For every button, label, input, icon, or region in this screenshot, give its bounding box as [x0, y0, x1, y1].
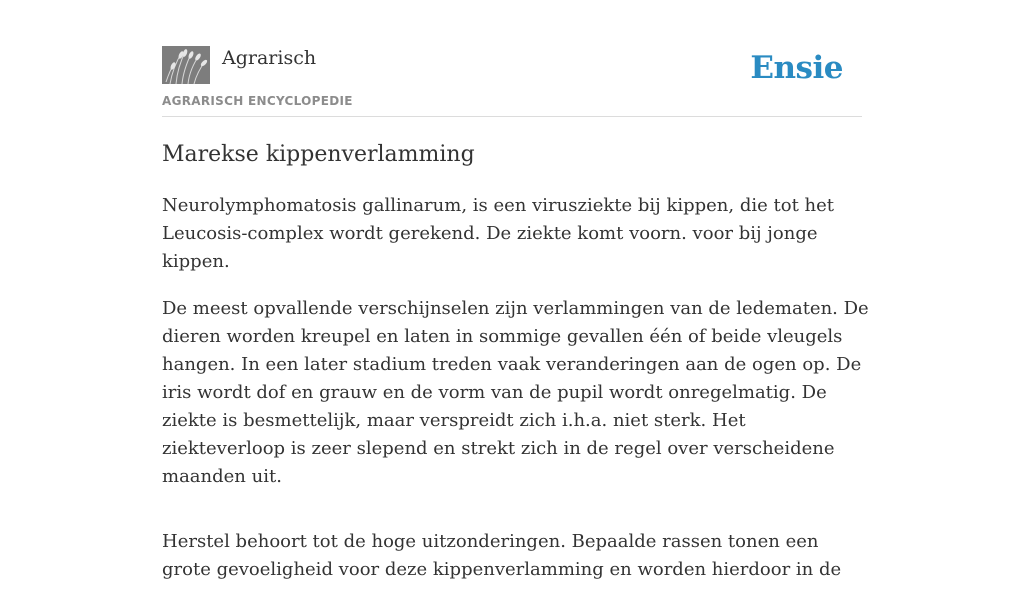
paragraph-2: De meest opvallende verschijnselen zijn verlammingen van de ledematen. De dieren worden kreupel en laten in sommige gevallen één of beide vleugels hangen. In een later stadium treden vaak veranderingen aan de ogen op. De iris wordt dof en grauw en de vorm van de pupil wordt onregelmatig. De ziekte is besmettelijk, maar verspreidt zich i.h.a. niet sterk. Het ziekteverloop is zeer slepend en strekt zich in de regel over verscheidene maanden uit. — [162, 298, 869, 487]
paragraph-1: Neurolymphomatosis gallinarum, is een virusziekte bij kippen, die tot het Leucosis-complex wordt gerekend. De ziekte komt voorn. voor bij jonge kippen. — [162, 195, 835, 272]
article-body — [162, 192, 872, 603]
page-title: Marekse kippenverlamming — [162, 142, 475, 167]
wheat-logo-icon[interactable] — [162, 46, 210, 84]
ensie-logo-link[interactable]: Ensie — [750, 50, 843, 86]
source-subtitle: AGRARISCH ENCYCLOPEDIE — [162, 94, 353, 108]
source-header — [162, 46, 862, 117]
source-name[interactable]: Agrarisch — [222, 47, 317, 69]
paragraph-3: Herstel behoort tot de hoge uitzonderingen. Bepaalde rassen tonen een grote gevoeligheid voor deze kippenverlamming en worden hierdoor in de — [162, 531, 842, 580]
